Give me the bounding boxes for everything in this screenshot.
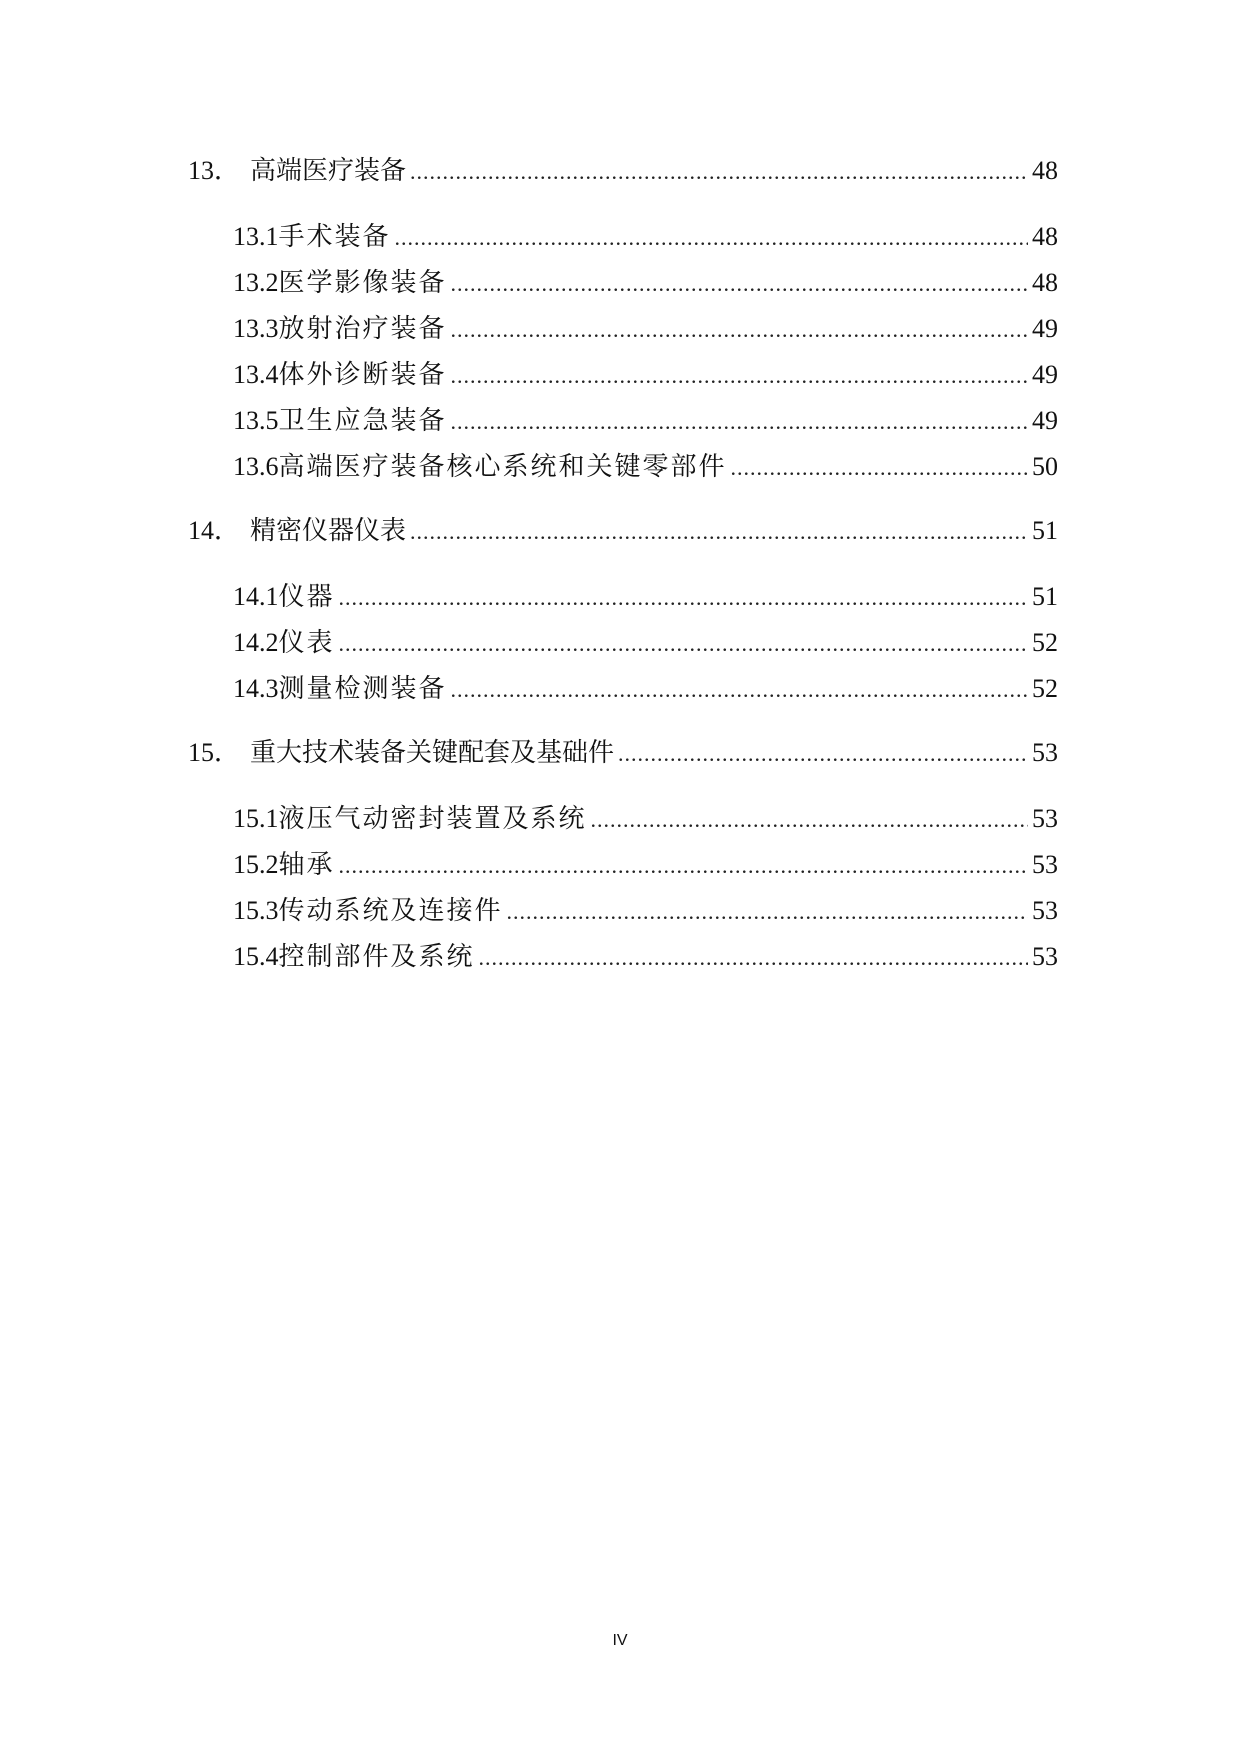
dot-leader: [591, 797, 1028, 843]
dot-leader: [451, 261, 1028, 307]
table-of-contents: [188, 150, 1058, 980]
section-title: 仪器: [278, 582, 335, 612]
toc-section-13-1[interactable]: [188, 214, 1058, 260]
toc-section-13-5[interactable]: [188, 398, 1058, 444]
section-number: 14.2: [233, 628, 279, 657]
page-number: 53: [1032, 896, 1058, 925]
page-number: 49: [1032, 314, 1058, 343]
footer-page-number: IV: [612, 1632, 628, 1649]
toc-section-14-2[interactable]: [188, 620, 1058, 666]
chapter-title: 高端医疗装备: [250, 156, 407, 186]
chapter-title: 精密仪器仪表: [250, 516, 407, 546]
dot-leader: [618, 733, 1028, 775]
toc-section-13-2[interactable]: [188, 260, 1058, 306]
dot-leader: [395, 215, 1028, 261]
page-number: 52: [1032, 628, 1058, 657]
section-number: 13.3: [233, 314, 279, 343]
toc-section-15-3[interactable]: [188, 888, 1058, 934]
page-number: 53: [1032, 850, 1058, 879]
toc-section-13-3[interactable]: [188, 306, 1058, 352]
section-number: 15.2: [233, 850, 279, 879]
page-number: 53: [1032, 942, 1058, 971]
toc-chapter-15[interactable]: [188, 732, 1058, 774]
section-title: 液压气动密封装置及系统: [278, 804, 587, 834]
dot-leader: [339, 621, 1028, 667]
dot-leader: [410, 151, 1028, 193]
dot-leader: [451, 307, 1028, 353]
page-number: 50: [1032, 452, 1058, 481]
section-number: 14.3: [233, 674, 279, 703]
dot-leader: [479, 935, 1028, 981]
chapter-number: 14．: [188, 516, 241, 545]
section-title: 轴承: [278, 850, 335, 880]
toc-section-13-6[interactable]: [188, 444, 1058, 490]
dot-leader: [507, 889, 1028, 935]
section-number: 15.1: [233, 804, 279, 833]
section-title: 高端医疗装备核心系统和关键零部件: [278, 452, 727, 482]
dot-leader: [451, 399, 1028, 445]
page-number: 49: [1032, 406, 1058, 435]
toc-section-15-1[interactable]: [188, 796, 1058, 842]
section-number: 13.6: [233, 452, 279, 481]
dot-leader: [731, 445, 1028, 491]
page-number: 48: [1032, 156, 1058, 185]
section-number: 13.5: [233, 406, 279, 435]
page-number: 51: [1032, 516, 1058, 545]
section-number: 15.3: [233, 896, 279, 925]
section-number: 13.2: [233, 268, 279, 297]
chapter-number: 15．: [188, 738, 241, 767]
section-number: 14.1: [233, 582, 279, 611]
dot-leader: [451, 667, 1028, 713]
page-number: 48: [1032, 222, 1058, 251]
toc-chapter-13[interactable]: [188, 150, 1058, 192]
page-number: 49: [1032, 360, 1058, 389]
dot-leader: [410, 511, 1028, 553]
section-title: 卫生应急装备: [278, 406, 447, 436]
toc-section-14-1[interactable]: [188, 574, 1058, 620]
page-number: 53: [1032, 804, 1058, 833]
section-title: 传动系统及连接件: [278, 896, 503, 926]
toc-section-14-3[interactable]: [188, 666, 1058, 712]
dot-leader: [339, 843, 1028, 889]
dot-leader: [451, 353, 1028, 399]
section-title: 控制部件及系统: [278, 942, 475, 972]
section-title: 体外诊断装备: [278, 360, 447, 390]
section-number: 15.4: [233, 942, 279, 971]
section-title: 放射治疗装备: [278, 314, 447, 344]
section-number: 13.1: [233, 222, 279, 251]
section-title: 医学影像装备: [278, 268, 447, 298]
dot-leader: [339, 575, 1028, 621]
chapter-number: 13．: [188, 156, 241, 185]
page-number: 48: [1032, 268, 1058, 297]
page-number: 51: [1032, 582, 1058, 611]
section-title: 测量检测装备: [278, 674, 447, 704]
section-title: 仪表: [278, 628, 335, 658]
toc-section-15-2[interactable]: [188, 842, 1058, 888]
chapter-title: 重大技术装备关键配套及基础件: [250, 738, 615, 768]
section-number: 13.4: [233, 360, 279, 389]
toc-section-13-4[interactable]: [188, 352, 1058, 398]
toc-chapter-14[interactable]: [188, 510, 1058, 552]
page-number: 52: [1032, 674, 1058, 703]
page-number: 53: [1032, 738, 1058, 767]
toc-section-15-4[interactable]: [188, 934, 1058, 980]
section-title: 手术装备: [278, 222, 391, 252]
